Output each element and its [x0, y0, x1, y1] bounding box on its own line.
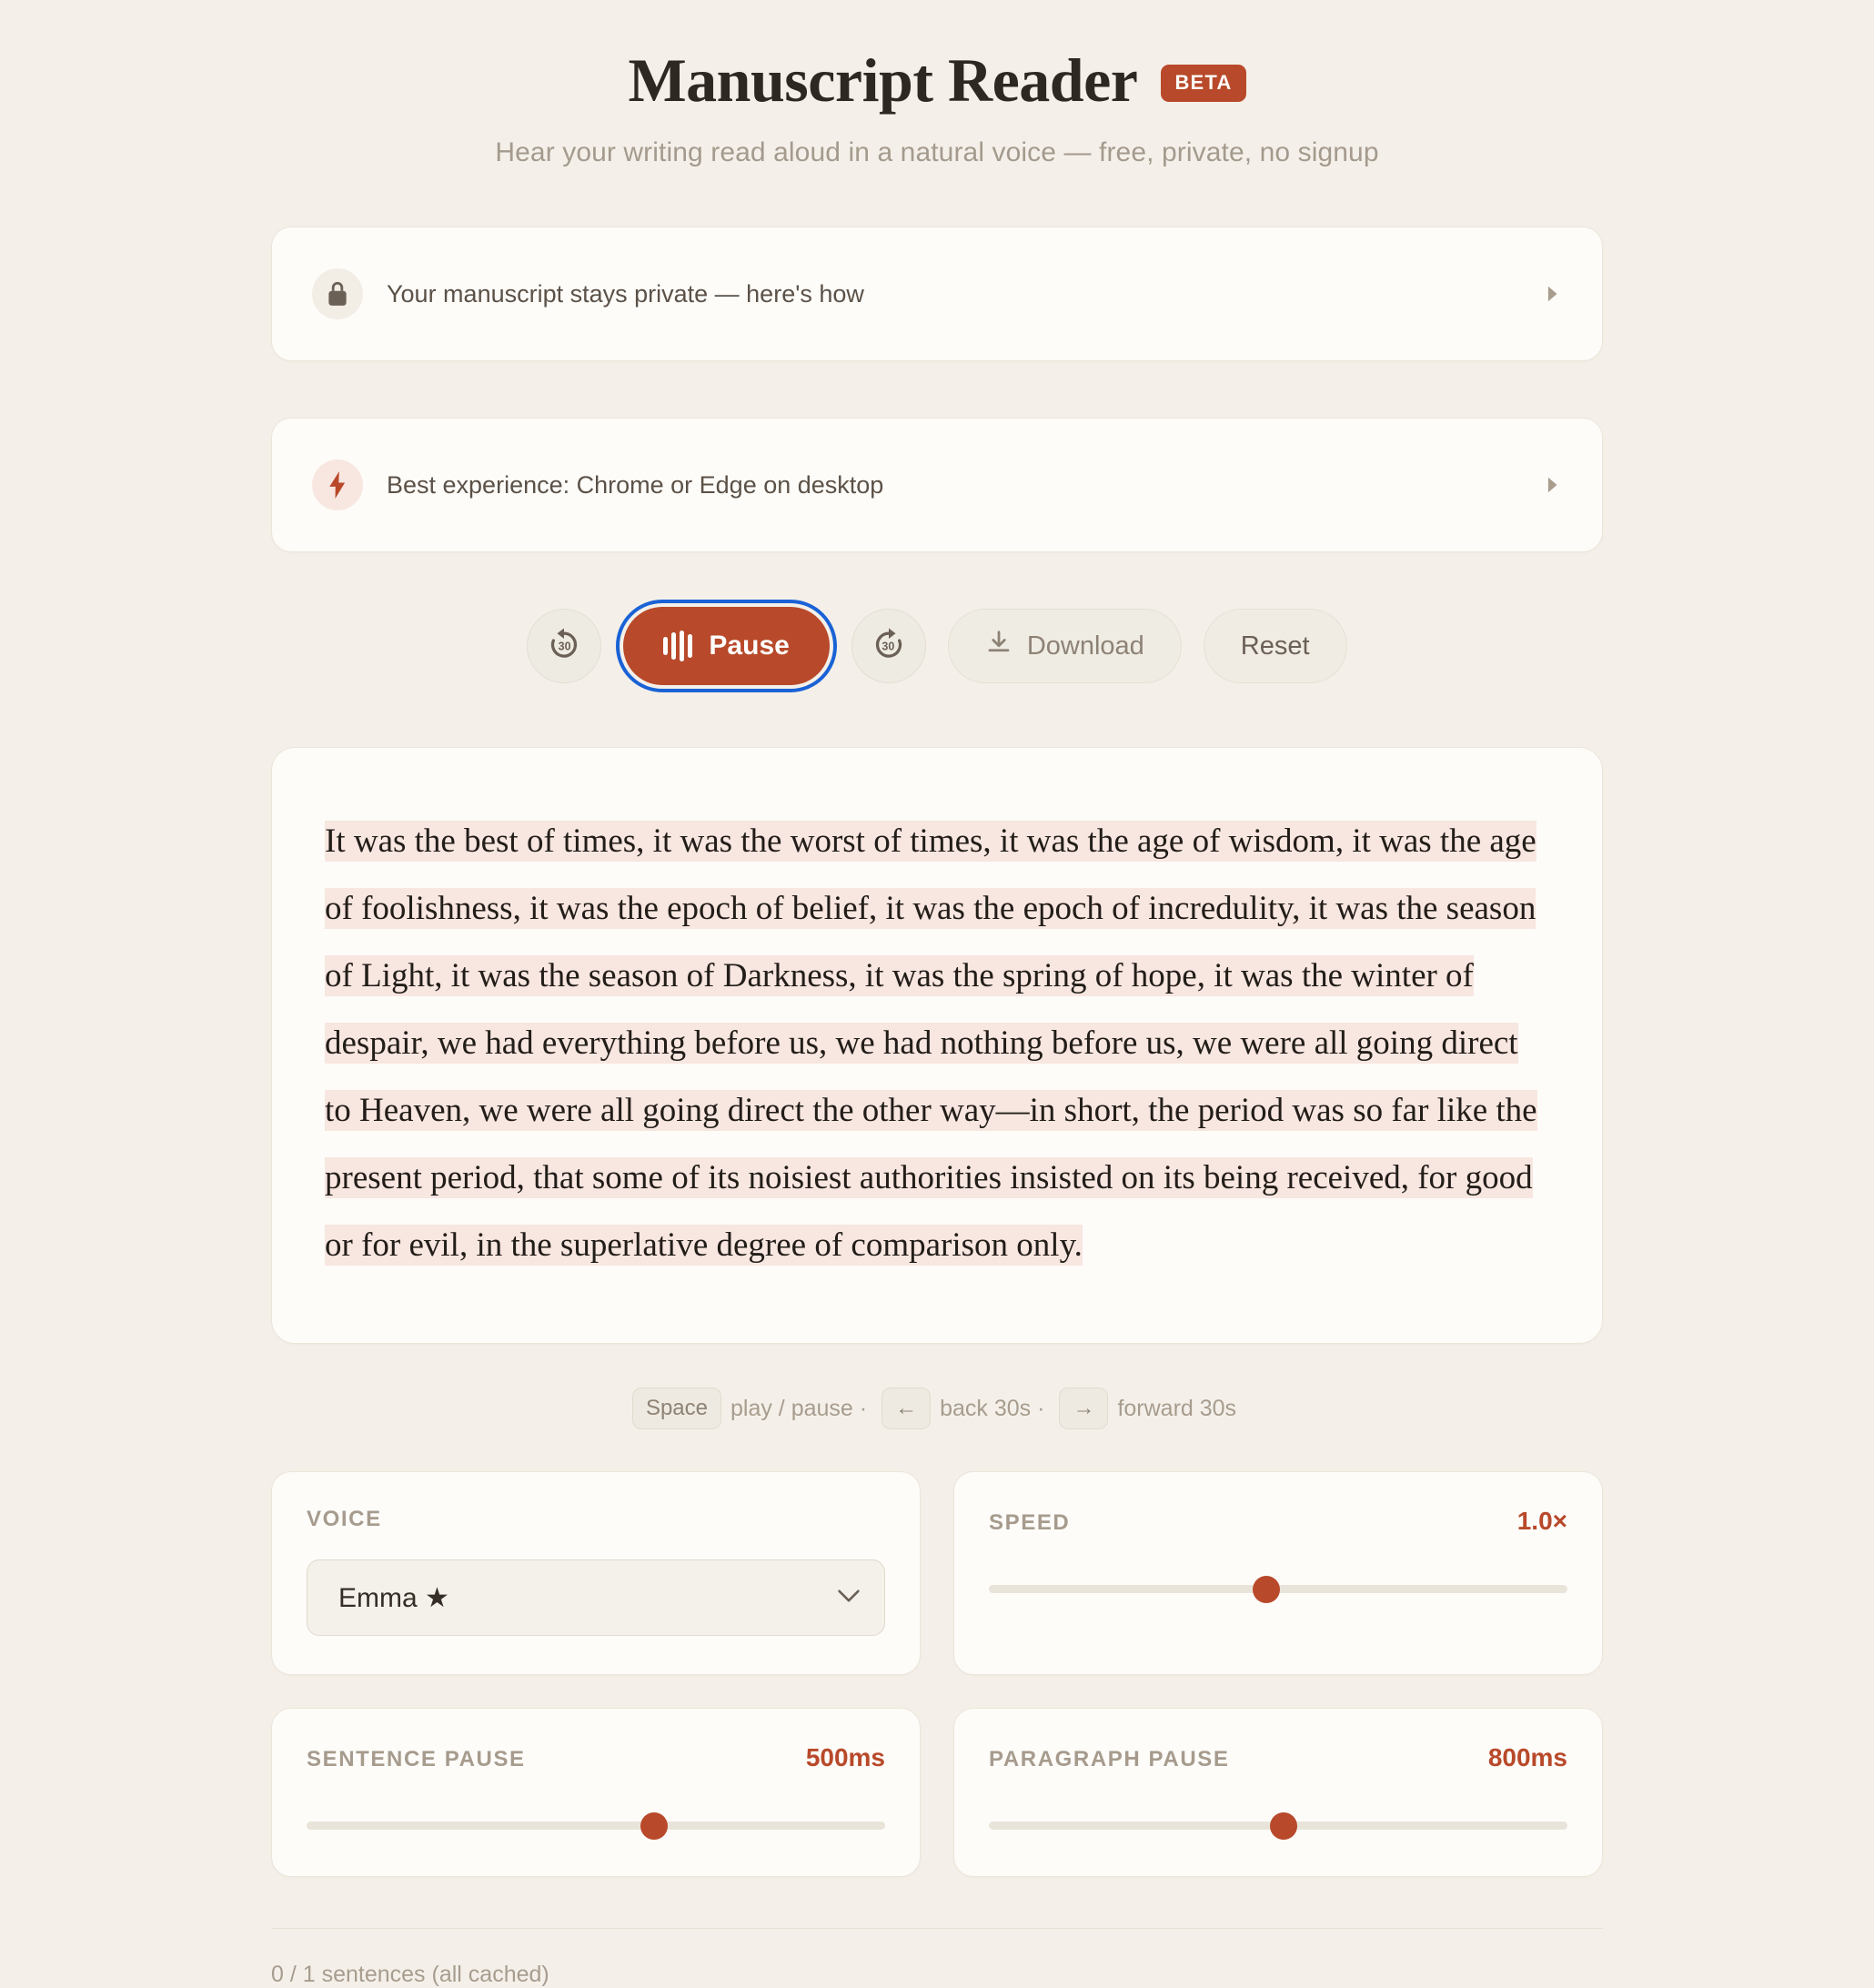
skip-forward-30-button[interactable]: [851, 609, 926, 683]
sentence-pause-value: 500ms: [805, 1743, 885, 1772]
page-header: [271, 47, 1603, 168]
title-row: [271, 47, 1603, 114]
speed-value: 1.0×: [1516, 1507, 1567, 1536]
kbd-arrow-left: ←: [882, 1388, 931, 1429]
speed-slider[interactable]: [989, 1576, 1567, 1601]
disclosure-list: [271, 227, 1603, 552]
sentence-pause-slider[interactable]: [307, 1812, 885, 1838]
sentence-cache-status: 0 / 1 sentences (all cached): [271, 1962, 549, 1988]
svg-text:30: 30: [882, 640, 895, 653]
rotate-right-30-icon: [871, 626, 907, 667]
shortcut-space-action: play / pause ·: [730, 1395, 868, 1421]
waveform-icon: [663, 631, 692, 661]
voice-select-value: Emma ★: [338, 1582, 449, 1613]
rotate-left-30-icon: [546, 626, 582, 667]
page-subtitle: Hear your writing read aloud in a natural voice — free, private, no signup: [495, 137, 1379, 168]
svg-text:30: 30: [559, 640, 571, 653]
paragraph-pause-setting-card: [953, 1708, 1603, 1877]
chevron-down-icon: [837, 1589, 861, 1608]
skip-back-30-button[interactable]: [527, 609, 601, 683]
manuscript-panel: [271, 747, 1603, 1344]
speed-setting-card: [953, 1471, 1603, 1675]
disclosure-browser[interactable]: [271, 418, 1603, 552]
paragraph-pause-label: PARAGRAPH PAUSE: [989, 1747, 1230, 1772]
page-title: Manuscript Reader: [628, 45, 1138, 115]
voice-setting-head: [307, 1507, 885, 1532]
beta-badge: BETA: [1161, 65, 1245, 102]
pause-button-label: Pause: [709, 631, 790, 661]
voice-setting-card: [271, 1471, 921, 1675]
speed-slider-thumb[interactable]: [1253, 1576, 1280, 1603]
disclosure-privacy-label: Your manuscript stays private — here's how: [387, 279, 864, 308]
chevron-right-icon: [1544, 284, 1560, 304]
sentence-pause-slider-thumb[interactable]: [640, 1812, 668, 1840]
reset-button[interactable]: [1204, 609, 1347, 683]
paragraph-pause-slider-thumb[interactable]: [1270, 1812, 1297, 1840]
paragraph-pause-slider[interactable]: [989, 1812, 1567, 1838]
kbd-arrow-right: →: [1059, 1388, 1108, 1429]
download-icon: [985, 629, 1013, 663]
sentence-pause-head: [307, 1743, 885, 1772]
settings-grid: [271, 1471, 1603, 1877]
manuscript-text[interactable]: [325, 808, 1549, 1279]
chevron-right-icon: [1544, 475, 1560, 495]
speed-setting-head: [989, 1507, 1567, 1536]
sentence-pause-label: SENTENCE PAUSE: [307, 1747, 526, 1772]
paragraph-pause-head: [989, 1743, 1567, 1772]
download-button-label: Download: [1026, 631, 1144, 661]
status-footer: [271, 1928, 1603, 1988]
shortcut-back-action: back 30s ·: [940, 1395, 1045, 1421]
download-button[interactable]: [948, 609, 1182, 683]
voice-select[interactable]: [307, 1559, 885, 1636]
sentence-pause-setting-card: [271, 1708, 921, 1877]
speed-label: SPEED: [989, 1510, 1071, 1536]
sentence-pause-slider-track: [307, 1821, 885, 1830]
shortcut-forward-action: forward 30s: [1117, 1395, 1237, 1421]
reset-button-label: Reset: [1240, 631, 1310, 661]
paragraph-pause-value: 800ms: [1487, 1743, 1567, 1772]
disclosure-privacy[interactable]: [271, 227, 1603, 361]
disclosure-browser-label: Best experience: Chrome or Edge on desktop: [387, 470, 884, 499]
active-sentence-highlight: It was the best of times, it was the worst of times, it was the age of wisdom, it was the age of foolishness, it was the epoch of belief, it was the epoch of incredulity, it was the season of Light, it was the season of Darkness, it was the spring of hope, it was the winter of despair, we had everything before us, we had nothing before us, we were all going direct to Heaven, we were all going direct the other way—in short, the period was so far like the present period, that some of its noisiest authorities insisted on its being received, for good or for evil, in the superlative degree of comparison only.: [325, 822, 1537, 1265]
voice-label: VOICE: [307, 1507, 382, 1532]
player-controls: [271, 607, 1603, 685]
lock-icon: [312, 268, 363, 319]
lightning-bolt-icon: [312, 459, 363, 510]
kbd-space: Space: [632, 1388, 721, 1429]
pause-button[interactable]: [623, 607, 829, 685]
keyboard-shortcuts: [271, 1388, 1603, 1429]
